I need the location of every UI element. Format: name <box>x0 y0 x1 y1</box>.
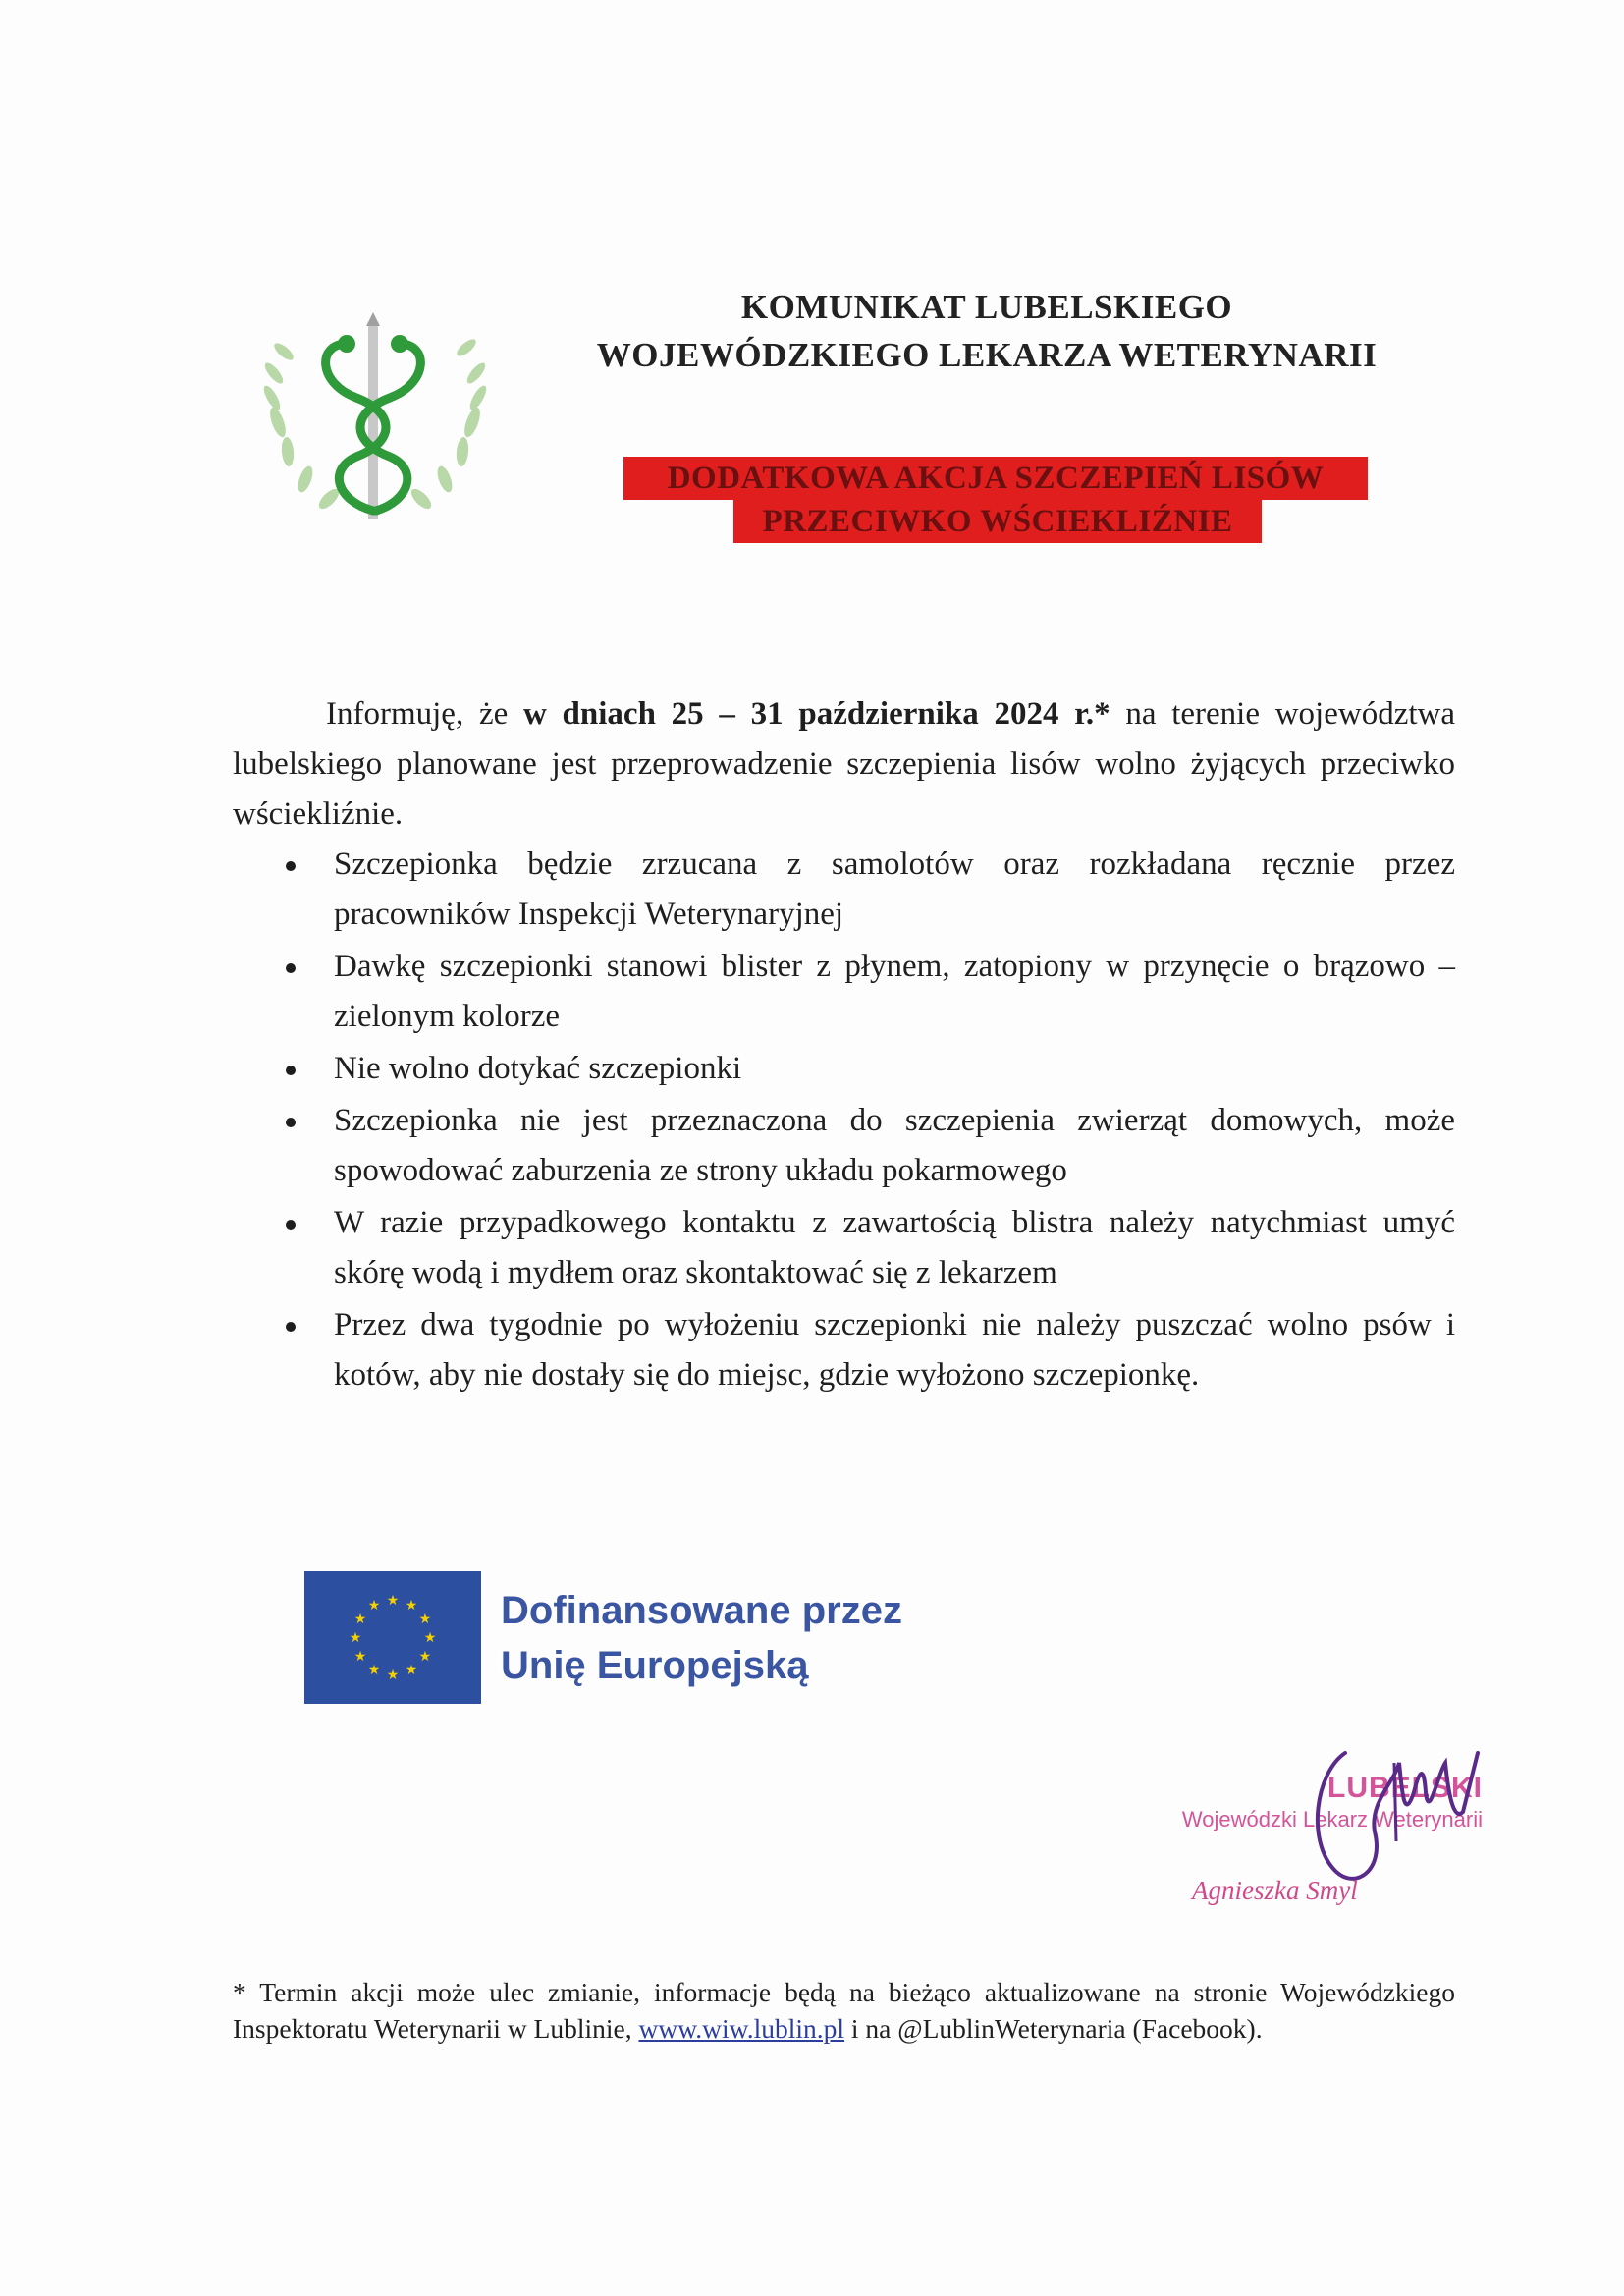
eu-funding-text <box>501 1583 923 1693</box>
eu-star-icon: ★ <box>386 1668 400 1683</box>
list-item: Nie wolno dotykać szczepionki <box>285 1044 1455 1094</box>
footnote-text-end: i na @LublinWeterynaria (Facebook). <box>844 2013 1263 2044</box>
intro-text-start: Informuję, że <box>326 696 523 732</box>
list-item: Dawkę szczepionki stanowi blister z płynem, zatopiony w przynęcie o brązowo – zielonym kolorze <box>285 942 1455 1042</box>
eu-star-icon: ★ <box>418 1650 432 1665</box>
handwritten-signature <box>1276 1733 1483 1895</box>
page-title <box>545 283 1429 379</box>
title-line-1: KOMUNIKAT LUBELSKIEGO <box>740 288 1233 326</box>
intro-date-range: w dniach 25 – 31 października 2024 r.* <box>522 696 1110 732</box>
eu-funding-logo <box>304 1571 923 1704</box>
stamp-title: Wojewódzki Lekarz Weterynarii <box>1181 1807 1483 1831</box>
veterinary-caduceus-logo <box>248 304 502 540</box>
eu-line-1: Dofinansowane przez <box>501 1589 902 1632</box>
title-line-2: WOJEWÓDZKIEGO LEKARZA WETERYNARII <box>596 336 1378 374</box>
list-item: W razie przypadkowego kontaktu z zawartością blistra należy natychmiast umyć skórę wodą i mydłem oraz skontaktować się z lekarzem <box>285 1198 1455 1298</box>
eu-star-icon: ★ <box>353 1650 367 1665</box>
list-item: Szczepionka będzie zrzucana z samolotów oraz rozkładana ręcznie przez pracowników Inspekcji Weterynaryjnej <box>285 840 1455 940</box>
eu-star-icon: ★ <box>349 1631 362 1646</box>
stamp-name: Agnieszka Smyl <box>1192 1876 1358 1905</box>
eu-star-icon: ★ <box>353 1613 367 1627</box>
banner-line-2: PRZECIWKO WŚCIEKLIŹNIE <box>733 500 1262 543</box>
intro-paragraph <box>233 689 1455 840</box>
footnote-text: * Termin akcji może ulec zmianie, informacje będą na bieżąco aktualizowane na stronie Wojewódzkiego Inspektoratu Weterynarii w Lublinie, <box>233 1977 1455 2044</box>
list-item: Przez dwa tygodnie po wyłożeniu szczepionki nie należy puszczać wolno psów i kotów, aby nie dostały się do miejsc, gdzie wyłożono szczepionkę. <box>285 1300 1455 1400</box>
eu-star-icon: ★ <box>367 1663 381 1678</box>
stamp-org: LUBELSKI <box>1327 1772 1483 1804</box>
eu-star-icon: ★ <box>423 1631 437 1646</box>
footnote <box>233 1974 1455 2047</box>
eu-star-icon: ★ <box>386 1594 400 1609</box>
banner-line-1: DODATKOWA AKCJA SZCZEPIEŃ LISÓW <box>623 457 1368 500</box>
staff-icon <box>368 322 378 519</box>
eu-star-icon: ★ <box>405 1663 418 1678</box>
intro-text-end: na terenie województwa lubelskiego planowane jest przeprowadzenie szczepienia lisów wolno żyjących przeciwko wściekliźnie. <box>233 696 1456 832</box>
eu-flag-icon <box>304 1571 481 1704</box>
eu-line-2: Unię Europejską <box>501 1644 809 1687</box>
eu-star-icon: ★ <box>405 1599 418 1614</box>
list-item: Szczepionka nie jest przeznaczona do szczepienia zwierząt domowych, może spowodować zaburzenia ze strony układu pokarmowego <box>285 1096 1455 1196</box>
bullet-list <box>285 840 1455 1402</box>
website-link[interactable]: www.wiw.lublin.pl <box>638 2013 845 2044</box>
eu-star-icon: ★ <box>418 1613 432 1627</box>
eu-star-icon: ★ <box>367 1599 381 1614</box>
